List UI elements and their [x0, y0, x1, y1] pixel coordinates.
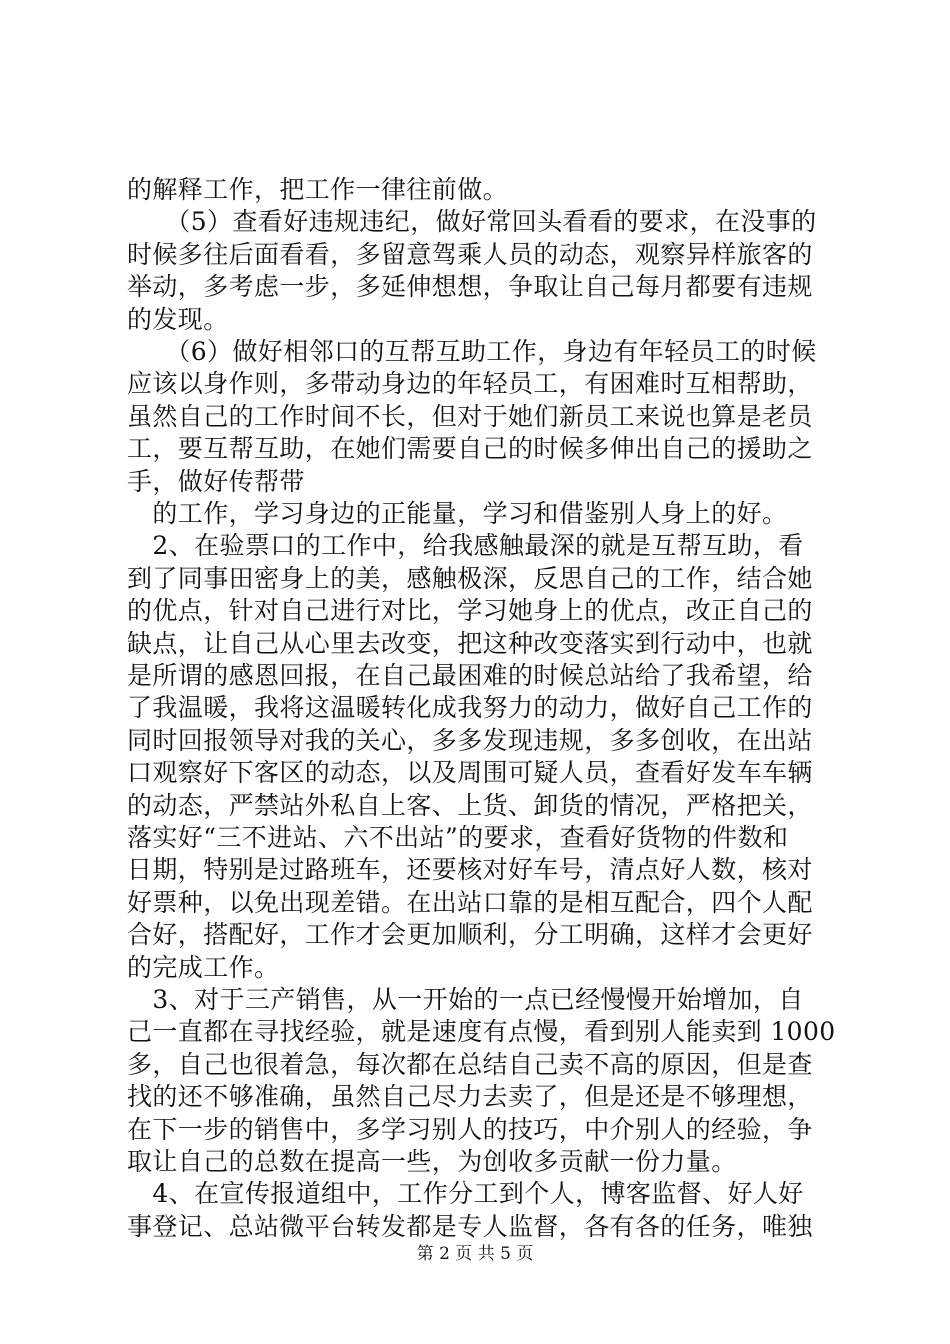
body-text-line: （6）做好相邻口的互帮互助工作，身边有年轻员工的时候 — [127, 337, 817, 366]
body-text-line: 的发现。 — [127, 304, 229, 334]
body-text-line: 合好，搭配好，工作才会更加顺利，分工明确，这样才会更好 — [127, 920, 813, 950]
body-text-line: 己一直都在寻找经验，就是速度有点慢，看到别人能卖到 1000 — [127, 1017, 836, 1047]
body-text-line: 事登记、总站微平台转发都是专人监督，各有各的任务，唯独 — [127, 1211, 813, 1241]
body-text-line: 2、在验票口的工作中，给我感触最深的就是互帮互助，看 — [127, 531, 804, 561]
body-text-line: 好票种，以免出现差错。在出站口靠的是相互配合，四个人配 — [127, 887, 813, 917]
body-text-line: 的工作，学习身边的正能量，学习和借鉴别人身上的好。 — [127, 499, 788, 528]
body-text-line: 的解释工作，把工作一律往前做。 — [127, 175, 509, 204]
body-text-line: 日期，特别是过路班车，还要核对好车号，清点好人数，核对 — [127, 855, 813, 885]
body-text-line: 落实好“三不进站、六不出站”的要求，查看好货物的件数和 — [127, 823, 789, 852]
body-text-line: 的完成工作。 — [127, 952, 280, 982]
body-text-line: 工，要互帮互助，在她们需要自己的时候多伸出自己的援助之 — [127, 434, 813, 464]
body-text-line: 缺点，让自己从心里去改变，把这种改变落实到行动中，也就 — [127, 628, 813, 658]
body-text-line: 的优点，针对自己进行对比，学习她身上的优点，改正自己的 — [127, 596, 813, 626]
body-text-line: 多，自己也很着急，每次都在总结自己卖不高的原因，但是查 — [127, 1049, 813, 1079]
body-text-line: 应该以身作则，多带动身边的年轻员工，有困难时互相帮助， — [127, 369, 813, 399]
body-text-line: 在下一步的销售中，多学习别人的技巧，中介别人的经验，争 — [127, 1114, 813, 1144]
body-text-line: 同时回报领导对我的关心，多多发现违规，多多创收，在出站 — [127, 725, 813, 755]
body-text-line: 3、对于三产销售，从一开始的一点已经慢慢开始增加，自 — [127, 985, 804, 1014]
body-text-line: 的动态，严禁站外私自上客、上货、卸货的情况，严格把关， — [127, 790, 813, 820]
body-text-line: 取让自己的总数在提高一些，为创收多贡献一份力量。 — [127, 1147, 737, 1176]
body-text-line: 虽然自己的工作时间不长，但对于她们新员工来说也算是老员 — [127, 401, 813, 431]
page-number-footer: 第 2 页 共 5 页 — [416, 1244, 534, 1264]
body-text-line: 到了同事田密身上的美，感触极深，反思自己的工作，结合她 — [127, 563, 813, 593]
body-text-line: 4、在宣传报道组中，工作分工到个人，博客监督、好人好 — [127, 1179, 804, 1209]
body-text-line: 时候多往后面看看，多留意驾乘人员的动态，观察异样旅客的 — [127, 239, 813, 269]
body-text-line: 是所谓的感恩回报，在自己最困难的时候总站给了我希望，给 — [127, 661, 813, 690]
body-text-line: 了我温暖，我将这温暖转化成我努力的动力，做好自己工作的 — [127, 693, 813, 723]
body-text-line: 口观察好下客区的动态，以及周围可疑人员，查看好发车车辆 — [127, 758, 813, 788]
body-text-line: 找的还不够准确，虽然自己尽力去卖了，但是还是不够理想， — [127, 1082, 813, 1112]
body-text-line: 举动，多考虑一步，多延伸想想，争取让自己每月都要有违规 — [127, 272, 813, 302]
body-text-line: （5）查看好违规违纪，做好常回头看看的要求，在没事的 — [127, 207, 817, 237]
body-text-line: 手，做好传帮带 — [127, 466, 305, 496]
